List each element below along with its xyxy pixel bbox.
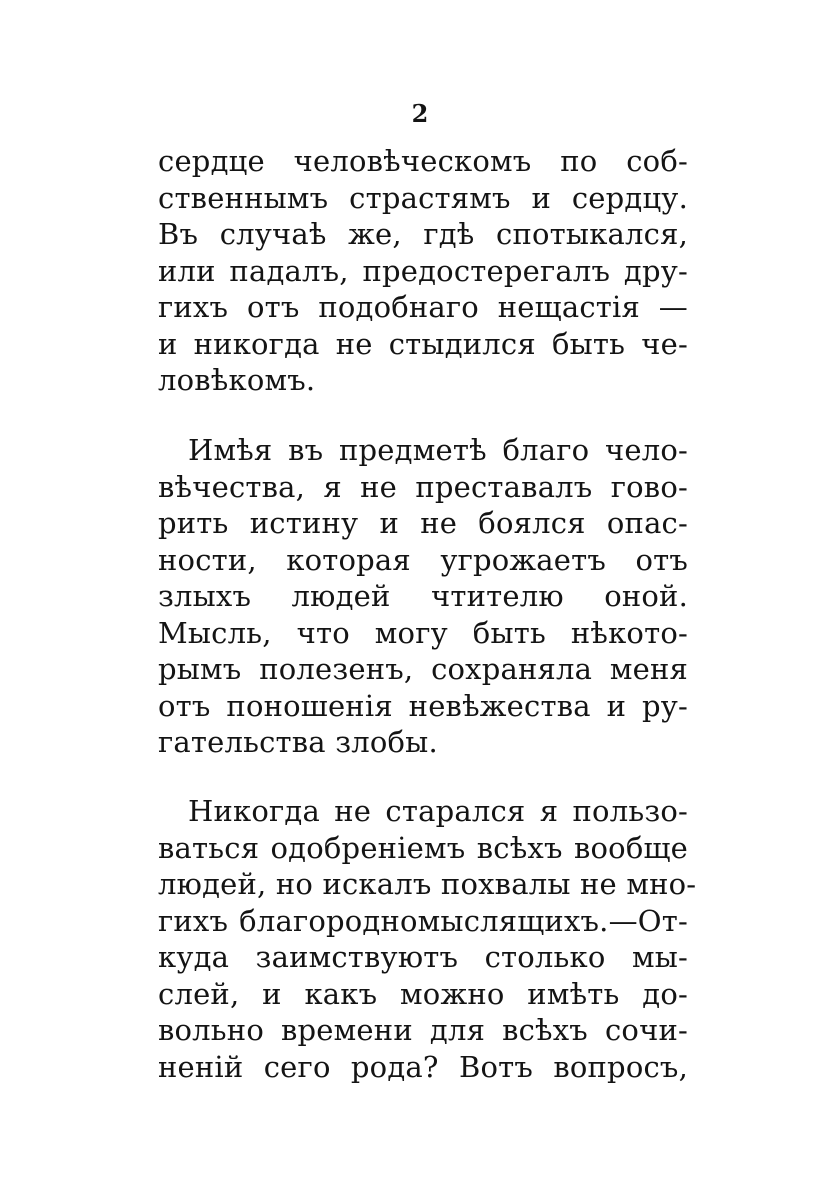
text-line: рить истину и не боялся опас- xyxy=(158,506,688,540)
text-line: Въ случаѣ же, гдѣ спотыкался, xyxy=(158,217,688,251)
text-line: ности, которая угрожаетъ отъ xyxy=(158,542,688,577)
text-line: вольно времени для всѣхъ сочи- xyxy=(158,1013,688,1047)
page-number: 2 xyxy=(411,99,429,128)
text-line: людей, но искалъ похвалы не мно- xyxy=(158,867,697,901)
text-line: или падалъ, предостерегалъ дру- xyxy=(158,253,688,288)
text-line: гательства злобы. xyxy=(158,725,438,759)
text-line: гихъ отъ подобнаго нещастія — xyxy=(158,290,688,324)
text-line: и никогда не стыдился быть че- xyxy=(158,326,688,361)
text-line: сердце человѣческомъ по соб- xyxy=(158,144,688,178)
text-line: отъ поношенія невѣжества и ру- xyxy=(158,688,688,723)
text-line: Никогда не старался я пользо- xyxy=(188,794,688,828)
text-line: Имѣя въ предметѣ благо чело- xyxy=(188,433,688,467)
text-line: ваться одобреніемъ всѣхъ вообще xyxy=(158,830,688,865)
text-line: неній сего рода? Вотъ вопросъ, xyxy=(158,1049,688,1084)
paragraph-2 xyxy=(158,432,688,761)
text-line: злыхъ людей чтителю оной. xyxy=(158,579,688,613)
text-line: ственнымъ страстямъ и сердцу. xyxy=(158,180,688,215)
text-line: куда заимствуютъ столько мы- xyxy=(158,940,688,974)
text-line: рымъ полезенъ, сохраняла меня xyxy=(158,652,688,686)
text-line: Мысль, что могу быть нѣкото- xyxy=(158,615,688,650)
text-line: слей, и какъ можно имѣть до- xyxy=(158,976,688,1011)
paragraph-1 xyxy=(158,143,688,399)
text-line: гихъ благородномыслящихъ.—От- xyxy=(158,903,688,938)
text-line: ловѣкомъ. xyxy=(158,363,316,397)
text-line: вѣчества, я не преставалъ гово- xyxy=(158,469,688,504)
paragraph-3 xyxy=(158,793,697,1085)
